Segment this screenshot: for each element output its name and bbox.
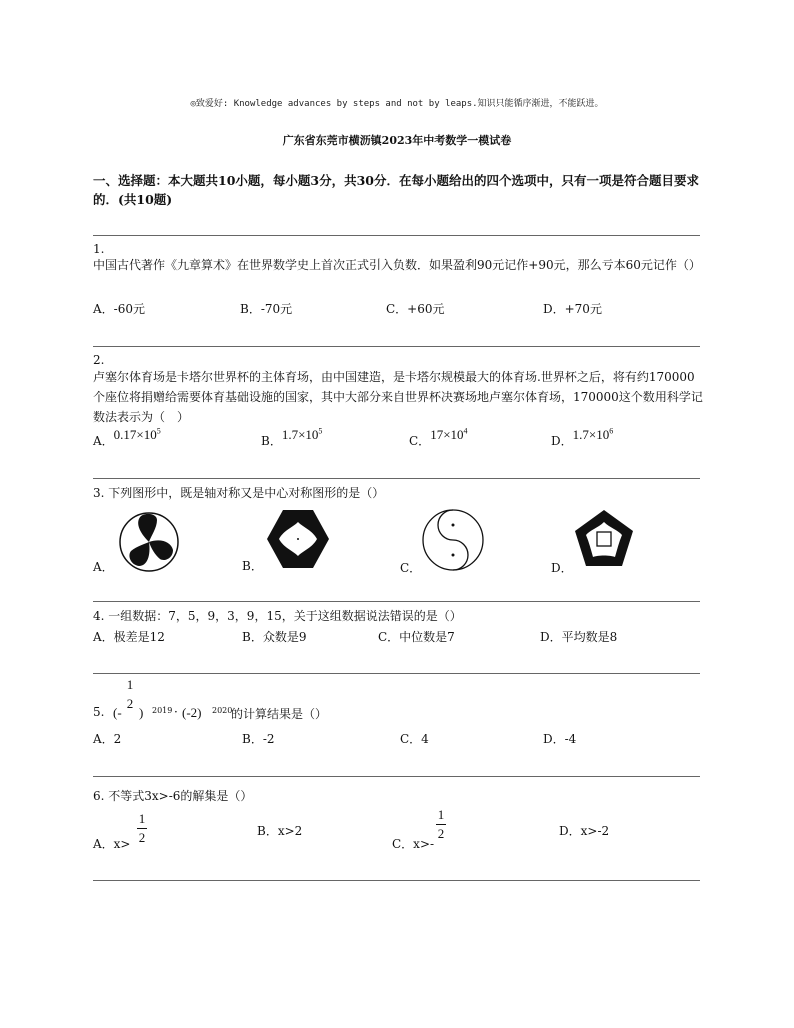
- fraction-numerator: 1: [437, 807, 445, 822]
- q5-tail-text: 的计算结果是（）: [231, 707, 328, 721]
- q4-option-c[interactable]: C．中位数是7: [378, 630, 455, 644]
- option-label: A．: [93, 434, 114, 448]
- question-3-text: 3. 下列图形中，既是轴对称又是中心对称图形的是（）: [93, 486, 385, 500]
- q1-option-a[interactable]: A．-60元: [93, 302, 145, 316]
- divider: [93, 346, 700, 347]
- q5-option-a[interactable]: A．2: [93, 732, 122, 746]
- q2-option-a[interactable]: [93, 426, 161, 449]
- q2-option-c[interactable]: [409, 426, 468, 449]
- fraction-bar: [436, 824, 446, 825]
- q3-option-c-label[interactable]: C．: [400, 561, 422, 575]
- divider: [93, 601, 700, 602]
- q2-option-b[interactable]: [261, 426, 323, 449]
- q5-base-2: (-2): [182, 705, 202, 720]
- option-label: C．x>-: [392, 837, 435, 851]
- hexagon-star-figure: [265, 508, 331, 570]
- q6-option-b[interactable]: B．x>2: [257, 824, 303, 838]
- question-6-text: 6. 不等式3x>-6的解集是（）: [93, 789, 253, 803]
- q5-mid-dot: ·: [174, 705, 178, 719]
- option-mantissa: 1.7×10: [572, 427, 610, 442]
- q5-exponent-2: 2020: [212, 706, 233, 715]
- divider: [93, 673, 700, 674]
- q6-option-a[interactable]: [93, 835, 131, 852]
- q5-option-b[interactable]: B．-2: [242, 732, 275, 746]
- divider: [93, 478, 700, 479]
- q4-option-a[interactable]: A．极差是12: [93, 630, 165, 644]
- motto: ◎致爱好: Knowledge advances by steps and not by leaps.知识只能循序渐进，不能跃进。: [190, 99, 604, 109]
- q2-option-d[interactable]: [551, 426, 614, 449]
- q5-right-paren: ): [139, 705, 144, 720]
- question-1-number: 1.: [93, 242, 105, 256]
- option-exponent: 4: [463, 426, 468, 436]
- q6-option-c[interactable]: [392, 835, 434, 852]
- option-mantissa: 17×10: [430, 427, 464, 442]
- fraction-numerator: 1: [126, 677, 134, 692]
- fraction-denominator: 2: [126, 696, 134, 711]
- option-label: A．x>: [93, 837, 131, 851]
- question-2-text: 卢塞尔体育场是卡塔尔世界杯的主体育场，由中国建造，是卡塔尔规模最大的体育场.世界杯之后，将有约170000个座位将捐赠给需要体育基础设施的国家，其中大部分来自世界杯决赛场地卢塞尔体育场，170000这个数用科学记数法表示为（ ）: [93, 370, 703, 424]
- q6-c-fraction: [434, 807, 448, 842]
- divider: [93, 776, 700, 777]
- option-exponent: 6: [609, 426, 614, 436]
- q4-option-b[interactable]: B．众数是9: [242, 630, 307, 644]
- section-heading: 一、选择题：本大题共10小题，每小题3分，共30分．在每小题给出的四个选项中，只有一项是符合题目要求的．(共10题): [93, 173, 699, 207]
- q5-option-c[interactable]: C．4: [400, 732, 429, 746]
- q5-exponent-1: 2019: [152, 706, 173, 715]
- q3-option-a-label[interactable]: A．: [93, 560, 114, 574]
- q6-option-d[interactable]: D．x>-2: [559, 824, 610, 838]
- q5-left-paren: (-: [113, 705, 122, 720]
- option-label: C．: [409, 434, 431, 448]
- divider: [93, 235, 700, 236]
- pentagon-square-figure: [573, 508, 635, 568]
- question-4-text: 4. 一组数据：7，5，9，3，9，15，关于这组数据说法错误的是（）: [93, 609, 462, 623]
- fraction-denominator: 2: [437, 826, 445, 841]
- yin-yang-figure: [421, 508, 485, 572]
- q1-option-b[interactable]: B．-70元: [240, 302, 293, 316]
- divider: [93, 880, 700, 881]
- fraction-bar: [137, 828, 147, 829]
- option-exponent: 5: [318, 426, 323, 436]
- q6-a-fraction: [135, 811, 149, 846]
- fraction-numerator: 1: [138, 811, 146, 826]
- q4-option-d[interactable]: D．平均数是8: [540, 630, 618, 644]
- question-2-number: 2.: [93, 353, 105, 367]
- q1-option-c[interactable]: C．+60元: [386, 302, 445, 316]
- question-1-text: 中国古代著作《九章算术》在世界数学史上首次正式引入负数．如果盈利90元记作+90元，那么亏本60元记作（）: [93, 258, 701, 272]
- three-blade-circle-figure: [117, 510, 181, 574]
- option-label: D．: [551, 434, 573, 448]
- option-label: B．: [261, 434, 282, 448]
- q3-option-b-label[interactable]: B．: [242, 559, 263, 573]
- option-exponent: 5: [156, 426, 161, 436]
- option-mantissa: 1.7×10: [281, 427, 319, 442]
- question-5-number: 5.: [93, 705, 105, 719]
- fraction-denominator: 2: [138, 830, 146, 845]
- q3-option-d-label[interactable]: D．: [551, 561, 573, 575]
- q1-option-d[interactable]: D．+70元: [543, 302, 602, 316]
- page-title: 广东省东莞市横沥镇2023年中考数学一模试卷: [282, 134, 512, 147]
- q5-fraction: [122, 677, 138, 712]
- q5-option-d[interactable]: D．-4: [543, 732, 577, 746]
- option-mantissa: 0.17×10: [113, 427, 157, 442]
